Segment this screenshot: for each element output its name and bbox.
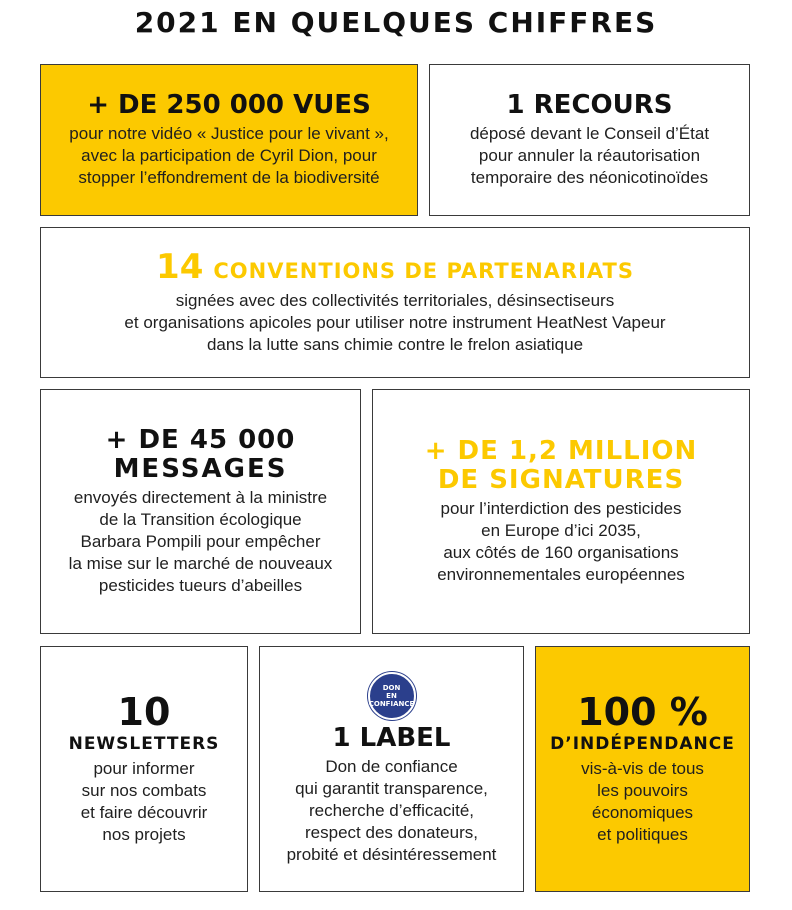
- newsletters-text: pour informer sur nos combats et faire découvrir nos projets: [80, 759, 208, 845]
- card-views: [40, 64, 418, 216]
- appeal-text: déposé devant le Conseil d’État pour annuler la réautorisation temporaire des néonicotinoïdes: [469, 124, 710, 188]
- messages-text: envoyés directement à la ministre de la Transition écologique Barbara Pompili pour empêcher la mise sur le marché de nouveaux pesticides tueurs d’abeilles: [68, 488, 333, 596]
- card-newsletters: [40, 646, 248, 892]
- conventions-headline: CONVENTIONS DE PARTENARIATS: [213, 258, 634, 283]
- views-text: pour notre vidéo « Justice pour le vivant », avec la participation de Cyril Dion, pour stopper l’effondrement de la biodiversité: [69, 124, 389, 188]
- page-title: 2021 EN QUELQUES CHIFFRES: [134, 6, 658, 39]
- independence-headline: D’INDÉPENDANCE: [550, 733, 735, 754]
- independence-text: vis-à-vis de tous les pouvoirs économiques et politiques: [581, 759, 704, 845]
- signatures-headline-2: DE SIGNATURES: [437, 464, 685, 495]
- views-headline: + DE 250 000 VUES: [87, 89, 371, 120]
- card-conventions: [40, 227, 750, 378]
- signatures-headline-1: + DE 1,2 MILLION: [424, 435, 698, 466]
- independence-number: 100 %: [577, 689, 708, 734]
- card-signatures: [372, 389, 750, 634]
- conventions-text: signées avec des collectivités territoriales, désinsectiseurs et organisations apicoles pour utiliser notre instrument HeatNest Vapeur dans la lutte sans chimie contre le frelon asiatique: [124, 291, 666, 355]
- label-headline: 1 LABEL: [332, 722, 451, 753]
- don-en-confiance-badge-icon: [368, 672, 416, 720]
- label-text: Don de confiance qui garantit transparence, recherche d’efficacité, respect des donateurs, probité et désintéressement: [286, 757, 497, 865]
- badge-line-2: EN: [386, 691, 397, 700]
- appeal-headline: 1 RECOURS: [506, 89, 673, 120]
- conventions-number: 14: [156, 246, 204, 287]
- newsletters-number: 10: [117, 689, 171, 734]
- newsletters-headline: NEWSLETTERS: [68, 733, 220, 754]
- messages-headline-2: MESSAGES: [113, 453, 288, 484]
- card-independence: [535, 646, 750, 892]
- conventions-heading: [156, 246, 634, 287]
- badge-line-3: CONFIANCE: [368, 699, 415, 708]
- signatures-text: pour l’interdiction des pesticides en Europe d’ici 2035, aux côtés de 160 organisations environnementales européennes: [437, 499, 685, 585]
- card-messages: [40, 389, 361, 634]
- badge-line-1: DON: [382, 683, 401, 692]
- card-label: [259, 646, 524, 892]
- card-appeal: [429, 64, 750, 216]
- messages-headline-1: + DE 45 000: [105, 424, 296, 455]
